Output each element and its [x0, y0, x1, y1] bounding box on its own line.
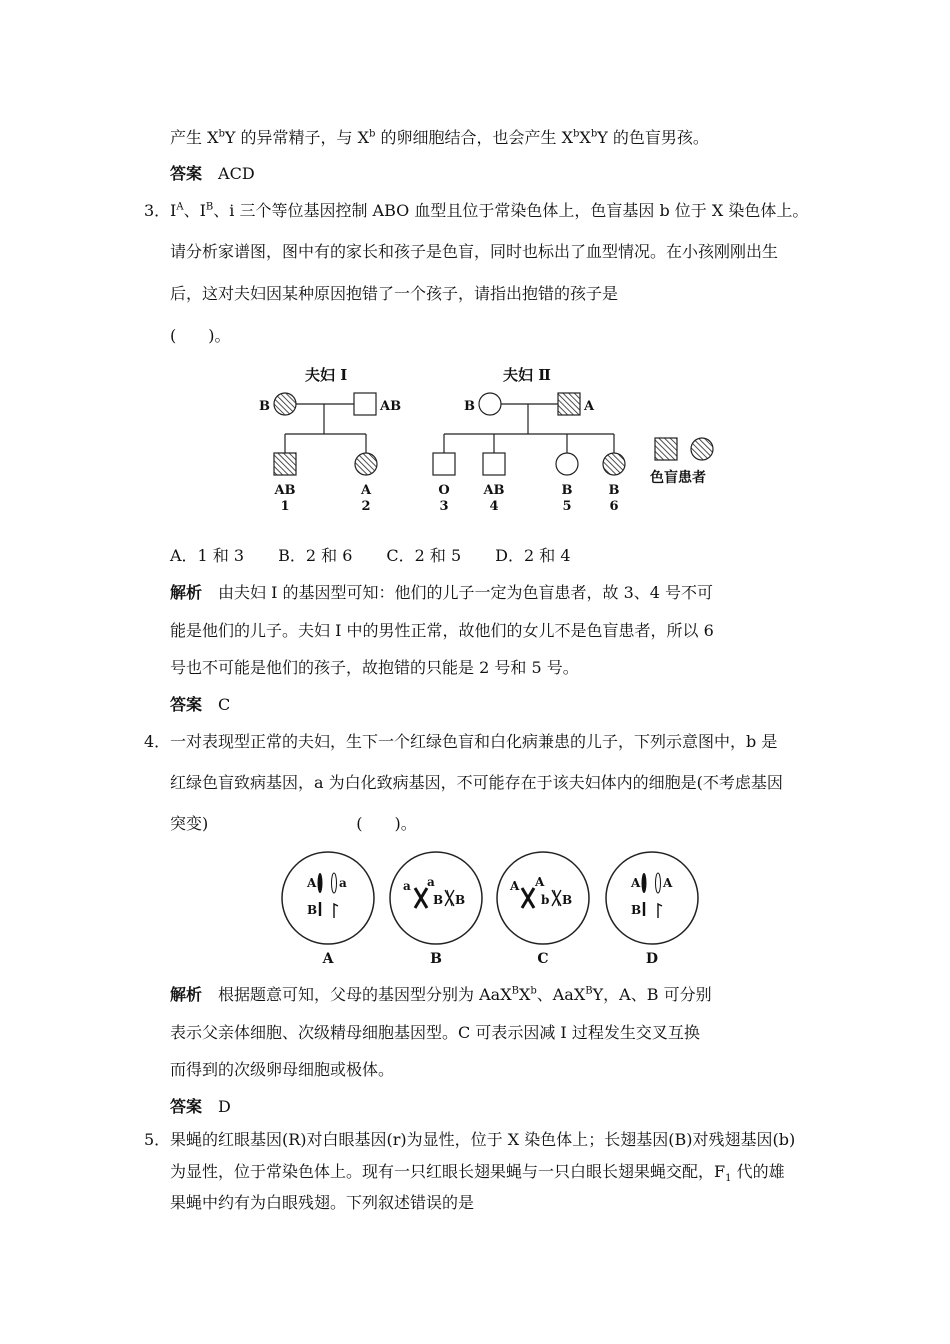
q4-line-3: 突变) ( )。: [170, 814, 417, 833]
q5-line-3: 果蝇中约有为白眼残翅。下列叙述错误的是: [170, 1193, 475, 1212]
cell-b-gene-4: B: [455, 893, 466, 907]
q3-line-3: 后，这对夫妇因某种原因抱错了一个孩子，请指出抱错的孩子是: [170, 284, 619, 303]
prev-answer: 答案 ACD: [170, 164, 255, 183]
child6-num: 6: [609, 499, 619, 514]
child5-blood: B: [561, 483, 573, 498]
q3-analysis-2: 能是他们的儿子。夫妇 I 中的男性正常，故他们的女儿不是色盲患者，所以 6: [170, 621, 714, 640]
child3-symbol: [433, 453, 455, 475]
child2-blood: A: [360, 483, 372, 498]
cell-a-gene-3: B: [307, 903, 318, 917]
cell-b-gene-3: B: [433, 893, 444, 907]
cell-d-gene-2: A: [663, 876, 673, 890]
q3-line-1: $I^A$、$I^B$、i 三个等位基因控制 ABO 血型且位于常染色体上，色盲基因 b 位于 X 染色体上。: [170, 201, 809, 220]
q5-line-1: 果蝇的红眼基因(R)对白眼基因(r)为显性，位于 X 染色体上；长翅基因(B)对残翅基因(b): [170, 1130, 796, 1149]
cell-d-circle: [606, 852, 698, 944]
child6-symbol: [603, 453, 625, 475]
c2-father-blood: A: [584, 399, 595, 414]
child3-num: 3: [439, 499, 449, 514]
cell-b-label: B: [430, 951, 442, 967]
q4-line-1: 一对表现型正常的夫妇，生下一个红绿色盲和白化病兼患的儿子，下列示意图中，b 是: [170, 732, 778, 751]
child1-symbol: [274, 453, 296, 475]
cell-c-label: C: [537, 951, 549, 967]
answer-label: 答案: [170, 695, 203, 714]
child1-num: 1: [280, 499, 290, 514]
child2-symbol: [355, 453, 377, 475]
cell-d-gene-1: A: [631, 876, 641, 890]
couple2-title: 夫妇 Ⅱ: [503, 366, 551, 384]
cell-a-gene-2: a: [339, 876, 347, 890]
carryover-line: 产生 $X^bY$ 的异常精子，与 $X^b$ 的卵细胞结合，也会产生 $X^bX^bY$ 的色盲男孩。: [170, 128, 709, 147]
cell-c-gene-3: b: [541, 893, 550, 907]
cell-b-gene-2: a: [427, 875, 435, 889]
q3-analysis-3: 号也不可能是他们的孩子，故抱错的只能是 2 号和 5 号。: [170, 658, 579, 677]
answer-label: 答案: [170, 1097, 203, 1116]
q3-answer: 答案 C: [170, 695, 231, 714]
cell-d-label: D: [645, 951, 659, 967]
cell-a-gene-1: A: [307, 876, 317, 890]
q4-analysis-1: 解析 根据题意可知，父母的基因型分别为 $AaX^BX^b$、AaX$^B$Y，A、B 可分别: [170, 985, 712, 1004]
q3-option-c: C．2 和 5: [386, 546, 462, 565]
cell-c-gene-4: B: [562, 893, 573, 907]
child4-num: 4: [489, 499, 499, 514]
q4-answer: 答案 D: [170, 1097, 231, 1116]
q3-analysis-1: 解析 由夫妇 I 的基因型可知：他们的儿子一定为色盲患者，故 3、4 号不可: [170, 583, 714, 602]
child5-num: 5: [562, 499, 572, 514]
q3-line-2: 请分析家谱图，图中有的家长和孩子是色盲，同时也标出了血型情况。在小孩刚刚出生: [170, 242, 779, 261]
cell-a-circle: [282, 852, 374, 944]
couple1-title: 夫妇 Ⅰ: [305, 366, 348, 384]
q4-analysis-3: 而得到的次级卵母细胞或极体。: [170, 1060, 395, 1079]
child5-symbol: [556, 453, 578, 475]
c1-father-symbol: [354, 393, 376, 415]
c1-mother-blood: B: [259, 399, 270, 414]
cell-b-gene-1: a: [403, 879, 411, 893]
child1-blood: AB: [274, 483, 296, 498]
legend-circle: [691, 438, 713, 460]
q4-number: 4．: [144, 732, 171, 751]
q3-option-a: A．1 和 3: [170, 546, 245, 565]
cell-diagrams: [276, 850, 700, 970]
analysis-label: 解析: [170, 985, 203, 1004]
child4-symbol: [483, 453, 505, 475]
c2-father-symbol: [558, 393, 580, 415]
legend-label: 色盲患者: [650, 470, 706, 486]
cell-d-gene-3: B: [631, 903, 642, 917]
c1-father-blood: AB: [380, 399, 402, 414]
cell-c-gene-1: A: [510, 879, 520, 893]
pedigree-diagram: [250, 358, 730, 518]
cell-c-gene-2: A: [535, 875, 545, 889]
answer-label: 答案: [170, 164, 203, 183]
child3-blood: O: [438, 483, 450, 498]
q3-option-b: B．2 和 6: [278, 546, 353, 565]
q4-line-2: 红绿色盲致病基因，a 为白化致病基因，不可能存在于该夫妇体内的细胞是(不考虑基因: [170, 773, 783, 792]
analysis-label: 解析: [170, 583, 203, 602]
c2-mother-symbol: [479, 393, 501, 415]
child6-blood: B: [608, 483, 620, 498]
legend-square: [655, 438, 677, 460]
child4-blood: AB: [483, 483, 505, 498]
q4-analysis-2: 表示父亲体细胞、次级精母细胞基因型。C 可表示因减 I 过程发生交叉互换: [170, 1023, 700, 1042]
q5-number: 5．: [144, 1130, 171, 1149]
q3-option-d: D．2 和 4: [495, 546, 571, 565]
q3-line-4: ( )。: [170, 326, 231, 345]
q3-options: [170, 545, 605, 567]
q3-number: 3．: [144, 201, 171, 220]
child2-num: 2: [361, 499, 371, 514]
c1-mother-symbol: [274, 393, 296, 415]
q5-line-2: 为显性，位于常染色体上。现有一只红眼长翅果蝇与一只白眼长翅果蝇交配，$F_1$ 代的雄: [170, 1162, 785, 1185]
c2-mother-blood: B: [464, 399, 475, 414]
cell-a-label: A: [322, 951, 334, 967]
